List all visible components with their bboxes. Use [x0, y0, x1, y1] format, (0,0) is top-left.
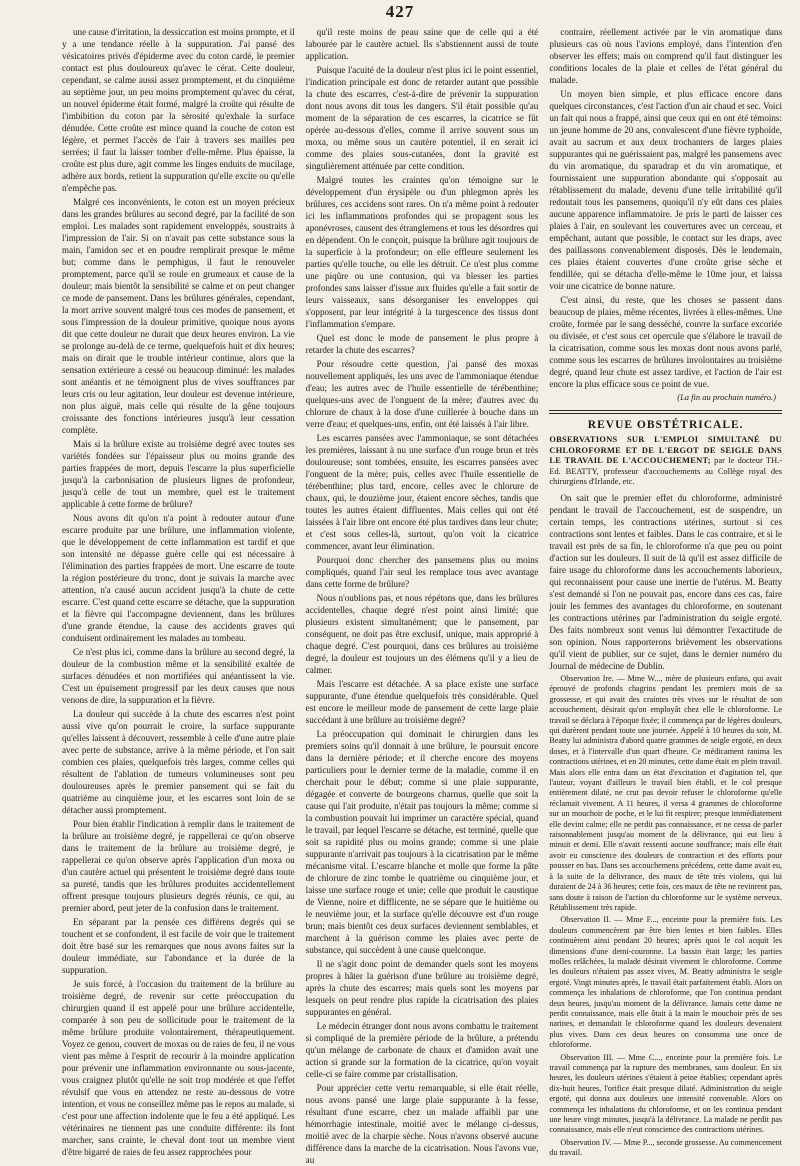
column-2: [305, 26, 539, 1165]
paragraph: Malgré toutes les craintes qu'on témoigne sur le développement d'un érysipèle ou d'un phlegmon après les brûlures, ces accidens sont rares. On n'a même point à redouter ici les inflammations profondes qui se propagent sous les aponévroses, causent des étranglemens et tous les désordres qui en dépendent. On le conçoit, puisque la brûlure agit toujours de la superficie à la profondeur; on elle effleure seulement les parties qu'elle touche, ou elle les détruit. Ce n'est plus comme une piqûre ou une contusion, qui va blesser les parties profondes sans laisser d'issue aux fluides qu'elle a fait sortir de leurs vaisseaux, sans désorganiser les enveloppes qui s'opposent, par leur intégrité à la turgescence des tissus dont l'inflammation s'empare.: [305, 175, 539, 329]
paragraph: Pourquoi donc chercher des pansemens plus ou moins compliqués, quand l'air seul les remplace tous avec avantage dans cette forme de brûlure?: [305, 555, 539, 589]
divider: [549, 413, 782, 414]
paragraph: Quel est donc le mode de pansement le plus propre à retarder la chute des escarres?: [305, 333, 539, 355]
paragraph: Pour résoudre cette question, j'ai pansé des moxas nouvellement appliqués, les uns avec de l'ammoniaque étendue d'eau; les autres avec de l'huile essentielle de térébenthine; quelques-uns avec de l'onguent de la mère; d'autres avec du chlorure de chaux à la dose d'une cuillerée à bouche dans un verre d'eau; et quelques-uns, enfin, ont été laissés à l'air libre.: [305, 359, 539, 429]
text-columns: [62, 26, 783, 1165]
paragraph: Je suis forcé, à l'occasion du traitement de la brûlure au troisième degré, de revenir sur cette préoccupation du chirurgien quand il est appelé pour une brûlure accidentelle, comparée à son peu de sollicitude pour le traitement de la même brûlure produite volontairement, thérapeutiquement. Voyez ce genou, couvert de moxas ou de raies de feu, il ne vous vient pas même à l'esprit de recourir à la moindre application pour prévenir une inflammation environnante ou sous-jacente, vous craignez plutôt qu'elle ne soit trop modérée et que l'effet révulsif que vous en attendez ne reste au-dessous de votre intention, et vous ne conseillez même pas le repos au malade, si c'est pour une affection indolente que le feu a été appliqué. Les vétérinaires ne tiennent pas une conduite différente: ils font marcher, sans crainte, le cheval dont tout un membre vient d'être bigarré de raies de feu assez rapprochées pour: [62, 979, 295, 1157]
column-1: [62, 26, 295, 1157]
paragraph: La préoccupation qui dominait le chirurgien dans les premiers soins qu'il donnait à une brûlure, le poursuit encore dans la dernière période; et il cherche encore des moyens particuliers pour le dernier terme de la maladie, comme il en cherchait pour le début; comme si une plaie suppurante, dégagée et converte de bourgeons charnus, quelle que soit la cause qui l'ait produite, n'était pas toujours la même; comme si la combustion pouvait lui imprimer un caractère spécial, quand le travail, par lequel l'escarre se détache, est terminé, quelle que soit sa rapidité plus ou moins grande; comme si une plaie suppurante n'arrivait pas toujours à la cicatrisation par le même mécanisme vital. L'escarre blanche et molle que forme la pâte de chlorure de zinc tombe le quatrième ou cinquième jour, et laisse une surface rouge et unie; celle que produit le caustique de Vienne, noire et difflicente, ne se sépare que le huitième ou le neuvième jour, et la surface qu'elle découvre est d'un rouge brun; mais bientôt ces deux surfaces deviennent semblables, et marchent à la guérison comme les plaies avec perte de substance, qui succèdent à une cause quelconque.: [305, 729, 539, 955]
paragraph: Mais si la brûlure existe au troisième degré avec toutes ses variétés fondées sur l'épaisseur plus ou moins grande des parties frappées de mort, depuis l'escarre la plus superficielle jusqu'à la carbonisation de plusieurs lignes de profondeur, jusqu'à celle de tout un membre, quel est le traitement applicable à cette forme de brûlure?: [62, 439, 295, 509]
page-number: 427: [385, 2, 415, 21]
paragraph: Le médecin étranger dont nous avons combattu le traitement si compliqué de la première période de la brûlure, a prétendu qu'un mélange de carbonate de chaux et d'amidon avait une action si grande sur la formation de la cicatrice, qu'on voyait celle-ci se faire comme par cristallisation.: [305, 1021, 539, 1079]
paragraph: Les escarres pansées avec l'ammoniaque, se sont détachées les premières, laissant à nu une surface d'un rouge brun et très douloureuse; sont tombées, ensuite, les escarres pansées avec l'onguent de la mère; puis, celles avec l'huile essentielle de térébenthine; plus tard, encore, celles avec le chlorure de chaux, qui, le douzième jour, étaient encore sèches, tandis que toutes les autres étaient diffluentes. Mais celles qui ont été laissées à l'air libre ont encore été plus tardives dans leur chute; et c'est sous celles-là, surtout, qu'on voit la cicatrice commencer, avant leur élimination.: [305, 433, 539, 551]
paragraph: Pour apprécier cette vertu remarquable, si elle était réelle, nous avons pansé une large plaie suppurante à la fesse, résultant d'une escarre, chez un malade affaibli par une hémorrhagie intestinale, moitié avec le mélange ci-dessus, moitié avec de la charpie sèche. Nous n'avons observé aucune différence dans la marche de la cicatrisation. Nous l'avons vue, au: [305, 1083, 539, 1165]
paragraph: Un moyen bien simple, et plus efficace encore dans quelques circonstances, c'est l'action d'un air chaud et sec. Voici un fait qui nous a frappé, ainsi que ceux qui en ont été témoins: un jeune homme de 20 ans, convalescent d'une fièvre typhoïde, avait au sacrum et aux deux trochanters de larges plaies suppurantes qui ne guérissaient pas, malgré les pansemens avec du vin aromatique, du sparadrap et du vin aromatique, et fournissaient une suppuration abondante qui s'opposait au rétablissement du malade, devenu d'une telle irritabilité qu'il redoutait tous les pansemens, quoiqu'il n'y eût dans ces plaies aucune apparence inflammatoire. Je pris le parti de laisser ces plaies à l'air, en soulevant les couvertures avec un cerceau, et empêchant, autant que possible, le contact sur les draps, avec des paillassons convenablement disposés. Dès le lendemain, ces plaies étaient couvertes d'une croûte grise sèche et fendillée, qui se détacha d'elle-même le 10me jour, et laissa voir une cicatrice de bonne nature.: [549, 89, 783, 291]
paragraph: contraire, réellement activée par le vin aromatique dans plusieurs cas où nous l'avions employé, dans l'intention d'en observer les effets; mais on comprend qu'il faut distinguer les conditions locales de la plaie et celles de l'état général du malade.: [549, 27, 783, 85]
observation: Observation Ire. — Mme W..., mère de plusieurs enfans, qui avait éprouvé de profonds chagrins pendant les premiers mois de sa grossesse, et qui avait des craintes très vives sur le résultat de son accouchement, désirait qu'on employât chez elle le chloroforme. Le travail se déclara à l'époque fixée; il commença par de légères douleurs, qui durèrent pendant toute une journée. Appelé à 10 heures du soir, M. Beatty lui administra d'abord quatre grammes de seigle ergoté, en deux doses, et à l'intervalle d'un quart d'heure. Ce médicament ranima les contractions utérines, et en 20 minutes, cette dame était en plein travail. Mais alors elle entra dans un état d'excitation et d'agitation tel, que l'auteur, voyant d'ailleurs le travail bien établi, et le col presque entièrement dilaté, ne crut pas devoir refuser le chloroforme qu'elle réclamait vivement. A 11 heures, il versa 4 grammes de chloroforme sur un mouchoir de poche, et le lui fit respirer; presque immédiatement elle devint calme; elle ne perdit pas connaissance, et ne cessa de parler raisonnablement jusqu'au moment de la délivrance, qui eut lieu à minuit et demi. Elle n'avait ressenti aucune souffrance; mais elle était avoir eu conscience des douleurs de contraction et des efforts pour pousser en bas. Dans ses accouchemens précédens, cette dame avait eu, à la suite de la délivrance, des maux de tête très violens, qui lui duraient de 24 à 36 heures; cette fois, ces maux de tête ne revinrent pas, sans doute à raison de l'action du chloroforme sur le système nerveux. Rétablissement très rapide.: [549, 673, 783, 912]
paragraph: Puisque l'acuité de la douleur n'est plus ici le point essentiel, l'indication principale est donc de retarder autant que possible la chute des escarres, c'est-à-dire de prévenir la suppuration dont nous avons dit tous les dangers. S'il était possible qu'au moment de la séparation de ces escarres, la cicatrice se fût opérée au-dessous d'elles, comme il arrive souvent sous un moxa, ou même sous un cautère potentiel, il en serait ici comme des plaies sous-cutanées, dont la gravité est singulièrement atténuée par cette condition.: [305, 65, 539, 171]
section-title: REVUE OBSTÉTRICALE.: [587, 419, 744, 431]
article-title-author: par le docteur TH.-Ed. BEATTY, professeur d'accouchements au Collège royal des chirurgiens d'Irlande, etc.: [549, 456, 783, 487]
paragraph: Nous n'oublions pas, et nous répétons que, dans les brûlures accidentelles, chaque degré n'est point ainsi limité; que plusieurs existent simultanément; que le pansement, par conséquent, ne doit pas être exclusif, unique, mais approprié à chaque degré. C'est pourquoi, dans ces brûlures au troisième degré, la douleur est toujours un des élémens qu'il y a lieu de calmer.: [305, 593, 539, 675]
paragraph: Ce n'est plus ici, comme dans la brûlure au second degré, la douleur de la combustion même et la sensibilité exaltée de surfaces dénudées et non mortifiées qui anéantissent la vie. C'est un épuisement progressif par les deux causes que nous venons de dire, la suppuration et la fièvre.: [62, 647, 295, 705]
paragraph: La douleur qui succède à la chute des escarres n'est point aussi vive qu'on pourrait le croire, la surface suppurante qu'elles laissent à découvert, ressemble à celle d'une autre plaie avec perte de substance, arrive à la même période, et l'on sait combien ces plaies, quelquefois très larges, comme celles qui résultent de l'ablation de tumeurs volumineuses sont peu douloureuses après le premier pansement qui se fait du quatrième au cinquième jour, et les escarres sont loin de se détacher aussi promptement.: [62, 709, 295, 815]
continuation-note: (La fin au prochain numéro.): [677, 392, 777, 402]
paragraph: qu'il reste moins de peau saine que de celle qui a été labourée par le cautère actuel. Ils s'abstiennent aussi de toute application.: [305, 27, 539, 61]
observation: Observation III. — Mme C..., enceinte pour la première fois. Le travail commença par la rupture des membranes, sans douleur. En six heures, les douleurs utérines s'étaient à peine établies; cependant après dix-huit heures, l'orifice était presque dilaté. Administration du seigle ergoté, qui donna aux douleurs une intensité convenable. Alors on commença les inhalations du chloroforme, et on les continua pendant une heure vingt minutes, jusqu'à la délivrance. La malade ne perdit pas connaissance, mais elle n'eut conscience des contractions utérines.: [549, 1052, 783, 1135]
observation: Observation II. — Mme F..., enceinte pour la première fois. Les douleurs commencèrent par être bien lentes et bien faibles. Elles continuèrent ainsi pendant 20 heures; après quoi le col acquit les dimensions d'une demi-couronne. La bassin était large; les parties molles relâchées, la malade désirait vivement le chloroforme. Comme les douleurs n'étaient pas assez vives, M. Beatty administra le seigle ergoté. Vingt minutes après, le travail était parfaitement établi. Alors on commença les inhalations de chloroforme, que l'on continua pendant deux heures, jusqu'au moment de la délivrance. Jamais cette dame ne perdit connaissance, mais elle ôtait à la main le mouchoir près de ses narines, et demandait le chloroforme quand les douleurs devenaient plus vives. Dans ces deux heures on consomma une once de chloroforme.: [549, 915, 783, 1050]
paragraph: En séparant par la pensée ces différens degrés qui se touchent et se confondent, il est facile de voir que le traitement doit être basé sur les remarques que nous avons faites sur la douleur immédiate, sur l'abondance et la durée de la suppuration.: [62, 917, 295, 975]
paragraph: Il ne s'agit donc point de demander quels sont les moyens propres à hâter la guérison d'une brûlure au troisième degré, après la chute des escarres; mais quels sont les moyens par lesquels on peut rendre plus rapide la cicatrisation des plaies suppurantes en général.: [305, 959, 539, 1017]
paragraph: C'est ainsi, du reste, que les choses se passent dans beaucoup de plaies, même récentes, livrées à elles-mêmes. Une croûte, formée par le sang desséché, couvre la surface excoriée ou divisée, et c'est sous cet opercule que s'élabore le travail de la cicatrisation, comme sous les moxas dont nous avons parlé, comme sous les escarres de brûlures involontaires au troisième degré, quand leur chute est assez tardive, et l'action de l'air est encore la plus efficace sous ce point de vue.: [549, 295, 783, 389]
divider: [549, 410, 782, 411]
paragraph: Nous avons dit qu'on n'a point à redouter autour d'une escarre produite par une brûlure, une inflammation violente, que le développement de cette inflammation est tardif et que son intensité ne dépasse guère celle qui est nécessaire à l'élimination des parties frappées de mort. Une escarre de toute la région postérieure du tronc, dont je suivais la marche avec attention, n'a causé aucun accident jusqu'à la chute de cette escarre. C'est quand cette escarre se détache, que la suppuration et la fièvre qui l'accompagne deviennent, dans les brûlures d'une grande étendue, la cause des accidents graves qui conduisent ordinairement les malades au tombeau.: [62, 513, 295, 643]
paragraph: On sait que le premier effet du chloroforme, administré pendant le travail de l'accouchement, est de suspendre, un certain temps, les contractions utérines, surtout si ces contractions sont lentes et faibles. Dans le cas contraire, et si le travail est près de sa fin, le chloroforme n'a que peu ou point d'action sur les douleurs. Il suit de là qu'il est assez difficile de faire usage du chloroforme dans les accouchements laborieux, qui reconnaissent pour cause une inertie de l'utérus. M. Beatty s'est demandé si l'on ne pouvait pas, encore dans ces cas, faire jouir les femmes des avantages du chloroforme, en soutenant les contractions utérines par l'administration du seigle ergoté. Des faits nombreux sont venus lui démontrer l'exactitude de son opinion. Nous rapporterons brièvement les observations qu'il vient de publier, sur ce sujet, dans le dernier numéro du Journal de médecine de Dublin.: [549, 492, 783, 671]
paragraph: une cause d'irritation, la dessiccation est moins prompte, et il y a une tendance réelle à la suppuration. J'ai pansé des vésicatoires privés d'épiderme avec du coton cardé, le premier contact est plus douloureux qu'avec le cérat. Cette douleur, cependant, se calme aussi assez promptement, et du cinquième au septième jour, un peu moins promptement qu'avec du cérat, un nouvel épiderme était formé, malgré la croûte qui résulte de l'imbibition du coton par la sérosité qu'exhale la surface dénudée. Cette croûte est mince quand la couche de coton est légère, et permet l'accès de l'air à travers ses mailles peu serrées; il faut la laisser tomber d'elle-même. Plus épaisse, la croûte est plus dure, agit comme les linges enduits de mucilage, adhère aux bords, retient la suppuration qu'elle excite ou qu'elle n'empêche pas.: [62, 27, 295, 193]
article-title-caps: OBSERVATIONS SUR L'EMPLOI SIMULTANÉ DU CHLOROFORME ET DE L'ERGOT DE SEIGLE DANS LE TRAVAIL DE L'ACCOUCHEMENT;: [549, 435, 783, 466]
paragraph: Mais l'escarre est détachée. A sa place existe une surface suppurante, d'une étendue quelquefois très considérable. Quel est encore le meilleur mode de pansement de cette large plaie succédant à une brûlure au troisième degré?: [305, 679, 539, 725]
column-3: [549, 26, 783, 1158]
paragraph: Malgré ces inconvénients, le coton est un moyen précieux dans les grandes brûlures au second degré, par la facilité de son emploi. Les malades sont rapidement enveloppés, soustraits à l'impression de l'air. Si on n'avait pas cette substance sous la main, l'amidon sec et en poudre remplirait presque le même but; comme dans le pemphigus, il faut le renouveler promptement, parce qu'il se roule en grumeaux et cause de la douleur; mais bientôt la sensibilité se calme et on peut changer ce mode de pansement. Dans les brûlures générales, cependant, la mort arrive souvent malgré tous ces modes de pansement, et sous l'impression de la douleur primitive, quoique nous ayons dit que cette douleur ne durait que deux heures environ. La vie se prolonge au-delà de ce terme, quelquefois huit et dix heures; mais on dirait que le trouble intérieur continue, alors que la sensation extérieure a cessé ou beaucoup diminué: les malades sont anéantis et ne témoignent plus de vives souffrances par leurs cris ou leur agitation, leur douleur est devenue intérieure, non plus aiguë, mais celle qui résulte de la gêne toujours croissante des fonctions intérieures jusqu'à leur cessation complète.: [62, 197, 295, 435]
observation: Observation IV. — Mme P..., seconde grossesse. Au commencement du travail.: [549, 1137, 783, 1158]
paragraph: Pour bien établir l'indication à remplir dans le traitement de la brûlure au troisième degré, je rappellerai ce qu'on observe dans le traitement de la brûlure au troisième degré, je rappellerai ce qu'on observe après l'application d'un moxa ou d'un cautère actuel qui présentent le troisième degré dans toute sa pureté, tandis que les brûlures produites accidentellement offrent presque toujours plusieurs degrés réunis, ce qui, au premier abord, peut jeter de la confusion dans le traitement.: [62, 819, 295, 913]
article-title: [549, 435, 782, 488]
